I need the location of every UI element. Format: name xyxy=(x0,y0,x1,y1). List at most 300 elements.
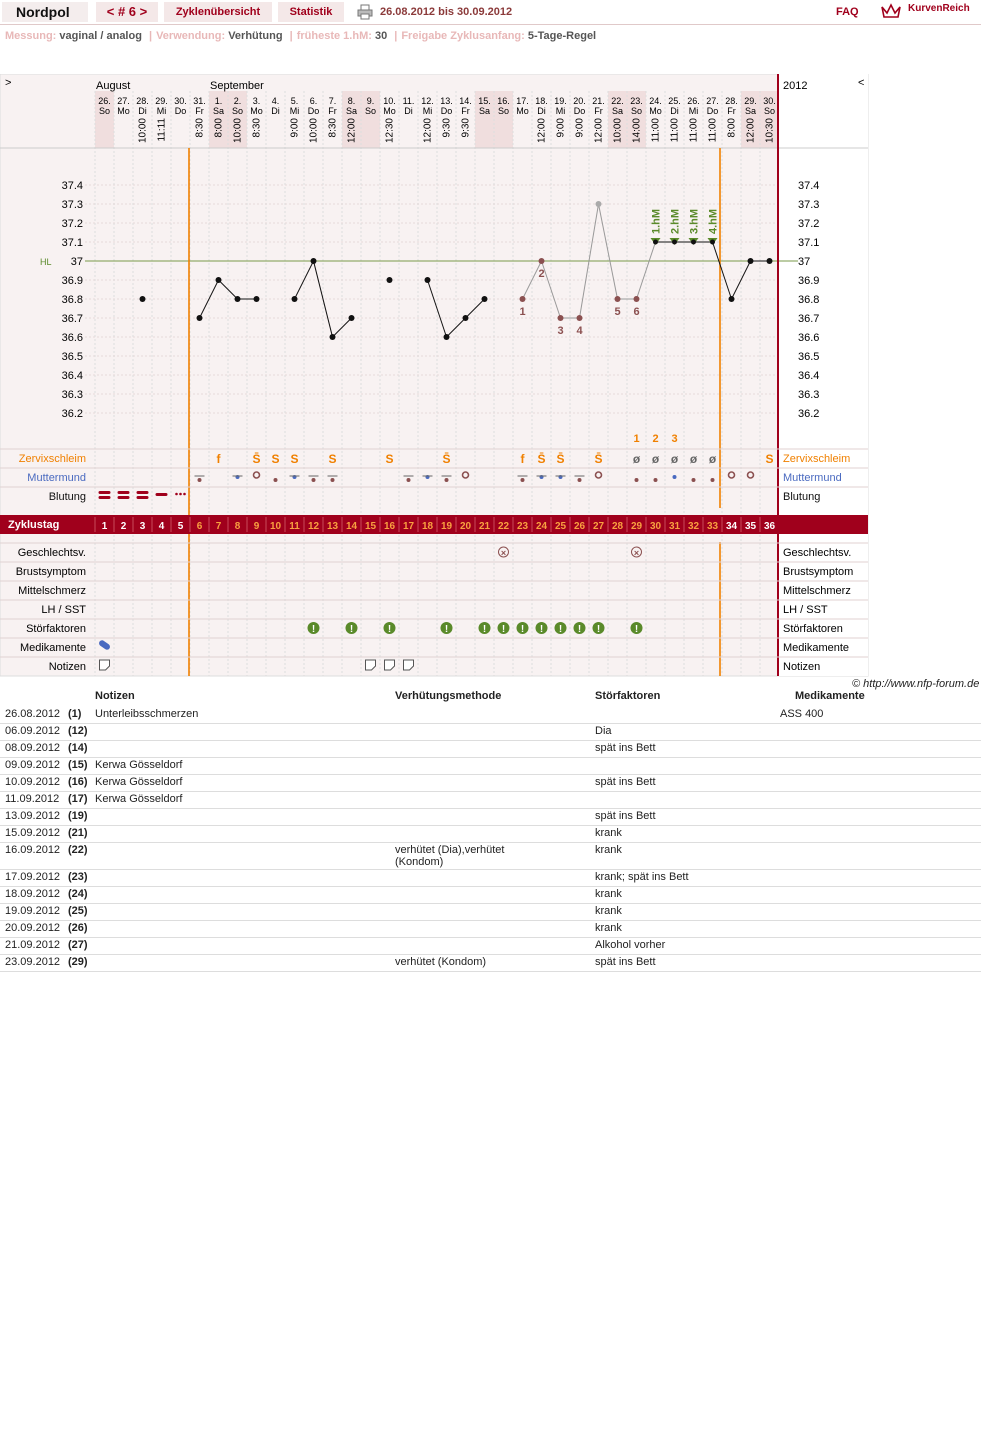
day-weekday: Fr xyxy=(727,106,736,116)
measure-time: 11:11 xyxy=(156,118,168,142)
temp-point xyxy=(539,258,545,264)
measure-time: 9:00 xyxy=(574,118,586,138)
disturbance-header: Störfaktoren xyxy=(595,690,661,702)
meta-value: Verhütung xyxy=(228,30,286,42)
cycle-day-bar xyxy=(0,515,868,534)
cervix-symbol: ø xyxy=(670,452,679,466)
row-label-zervix-right: Zervixschleim xyxy=(783,453,851,465)
cycle-day-number: 17 xyxy=(402,521,415,532)
note-text: Kerwa Gösseldorf xyxy=(95,759,183,771)
y-tick-left: 36.4 xyxy=(61,370,83,382)
meta-key: früheste 1.hM: xyxy=(296,30,375,42)
note-disturbance: krank xyxy=(595,844,622,856)
day-weekday: Do xyxy=(706,106,719,116)
cervix-symbol: S xyxy=(271,452,280,466)
y-tick-left: 36.3 xyxy=(61,389,83,401)
cervix-symbol: S xyxy=(765,452,774,466)
note-text: Kerwa Gösseldorf xyxy=(95,776,183,788)
cervix-position-icon xyxy=(692,478,696,482)
cervix-symbol: ø xyxy=(632,452,641,466)
measure-time: 12:30 xyxy=(384,118,396,144)
day-date: 16. xyxy=(497,96,510,106)
cycle-day-number: 22 xyxy=(497,521,510,532)
note-text: Unterleibsschmerzen xyxy=(95,708,199,720)
measure-time: 11:00 xyxy=(669,118,681,143)
cycle-day-number: 2 xyxy=(120,521,127,532)
y-tick-right: 36.8 xyxy=(798,294,820,306)
y-tick-right: 36.4 xyxy=(798,370,820,382)
row-label-mittel: Mittelschmerz xyxy=(18,585,86,597)
cycle-day-number: 1 xyxy=(101,521,108,532)
note-row xyxy=(0,775,981,792)
day-date: 28. xyxy=(725,96,738,106)
note-cycle-day: (29) xyxy=(68,956,88,968)
cycle-day-number: 28 xyxy=(611,521,624,532)
day-weekday: Do xyxy=(307,106,320,116)
y-tick-right: 36.2 xyxy=(798,408,820,420)
bleeding-heavy xyxy=(137,496,149,499)
y-tick-left: 36.6 xyxy=(61,332,83,344)
day-weekday: So xyxy=(497,106,510,116)
note-date: 13.09.2012 xyxy=(5,810,61,822)
bleeding-spotting xyxy=(183,493,186,496)
temp-point xyxy=(311,258,317,264)
day-date: 4. xyxy=(271,96,280,106)
cycle-day-number: 5 xyxy=(177,521,184,532)
note-medication: ASS 400 xyxy=(780,708,824,720)
hm-label: 4.hM xyxy=(707,208,720,234)
note-date: 26.08.2012 xyxy=(5,708,61,720)
cycle-day-number: 15 xyxy=(364,521,377,532)
meta-key: Freigabe Zyklusanfang: xyxy=(401,30,528,42)
disturbance-mark: ! xyxy=(387,624,392,635)
row-label-geschlecht: Geschlechtsv. xyxy=(17,547,86,559)
method-header: Verhütungsmethode xyxy=(395,690,502,702)
note-cycle-day: (27) xyxy=(68,939,88,951)
row-label-zervix: Zervixschleim xyxy=(18,453,86,465)
day-weekday: Sa xyxy=(744,106,757,116)
day-date: 29. xyxy=(744,96,757,106)
cervix-position-icon xyxy=(445,478,449,482)
row-label-brust-right: Brustsymptom xyxy=(783,566,854,578)
cervix-position-icon xyxy=(521,478,525,482)
note-cycle-day: (15) xyxy=(68,759,88,771)
day-date: 9. xyxy=(366,96,375,106)
y-tick-left: 37.4 xyxy=(61,180,83,192)
temp-point xyxy=(216,277,222,283)
note-disturbance: krank xyxy=(595,888,622,900)
bleeding-heavy xyxy=(99,496,111,499)
temp-point xyxy=(140,296,146,302)
row-label-lh: LH / SST xyxy=(41,604,86,616)
note-disturbance: Dia xyxy=(595,725,612,737)
temp-point xyxy=(444,334,450,340)
day-weekday: Di xyxy=(537,106,546,116)
note-row xyxy=(0,792,981,809)
cervix-position-icon xyxy=(635,478,639,482)
note-disturbance: krank xyxy=(595,922,622,934)
measure-time: 8:30 xyxy=(251,118,263,138)
note-cycle-day: (25) xyxy=(68,905,88,917)
cervix-symbol: S xyxy=(328,452,337,466)
note-date: 21.09.2012 xyxy=(5,939,61,951)
hm-label: 1.hM xyxy=(650,208,663,234)
y-tick-right: 37 xyxy=(798,256,811,268)
cycle-day-number: 36 xyxy=(763,521,776,532)
temp-point xyxy=(672,240,677,245)
cycle-day-number: 20 xyxy=(459,521,472,532)
row-label-notizen-right: Notizen xyxy=(783,661,821,673)
cycle-day-number: 10 xyxy=(269,521,282,532)
cycle-day-number: 4 xyxy=(158,521,165,532)
statistics-button[interactable]: Statistik xyxy=(278,2,344,22)
note-disturbance: Alkohol vorher xyxy=(595,939,666,951)
day-weekday: So xyxy=(630,106,643,116)
y-tick-right: 37.4 xyxy=(798,180,820,192)
cervix-symbol: S xyxy=(290,452,299,466)
temp-point xyxy=(292,296,298,302)
measure-time: 10:00 xyxy=(612,118,624,144)
temp-point xyxy=(387,277,393,283)
cervix-count: 3 xyxy=(671,433,678,445)
nav-prev-button: < xyxy=(858,77,865,89)
bleeding-spotting xyxy=(175,493,178,496)
day-weekday: Mi xyxy=(156,106,167,116)
note-cycle-day: (17) xyxy=(68,793,88,805)
cervix-position-icon xyxy=(274,478,278,482)
cervix-count: 2 xyxy=(652,433,659,445)
day-weekday: Mi xyxy=(688,106,699,116)
y-tick-right: 36.3 xyxy=(798,389,820,401)
disturbance-mark: ! xyxy=(482,624,487,635)
note-row xyxy=(0,724,981,741)
bleeding-heavy xyxy=(118,491,130,494)
measure-time: 8:00 xyxy=(213,118,225,138)
disturbance-mark: ! xyxy=(558,624,563,635)
row-label-stoer-right: Störfaktoren xyxy=(783,623,843,635)
measure-time: 10:00 xyxy=(232,118,244,144)
low-label: 2 xyxy=(538,268,545,280)
meta-key: Messung: xyxy=(5,30,60,42)
print-icon[interactable] xyxy=(357,4,373,20)
day-weekday: Sa xyxy=(611,106,624,116)
note-cycle-day: (21) xyxy=(68,827,88,839)
cervix-count: 1 xyxy=(633,433,640,445)
temp-point xyxy=(520,296,526,302)
cycle-day-number: 31 xyxy=(668,521,681,532)
month-label: August xyxy=(96,80,131,92)
temp-point xyxy=(577,315,583,321)
row-label-medi-right: Medikamente xyxy=(783,642,850,654)
note-date: 11.09.2012 xyxy=(5,793,60,805)
cervix-position-icon xyxy=(578,478,582,482)
cycle-day-number: 29 xyxy=(630,521,643,532)
day-date: 26. xyxy=(687,96,700,106)
day-weekday: Di xyxy=(138,106,147,116)
day-date: 13. xyxy=(440,96,453,106)
cycle-day-number: 12 xyxy=(307,521,320,532)
bleeding-medium xyxy=(156,493,168,496)
measure-time: 12:00 xyxy=(593,118,605,144)
y-tick-left: 36.2 xyxy=(61,408,83,420)
day-date: 12. xyxy=(421,96,434,106)
cycle-day-number: 9 xyxy=(253,521,260,532)
y-tick-left: 37 xyxy=(70,256,83,268)
row-label-medi: Medikamente xyxy=(19,642,86,654)
meta-separator: | xyxy=(394,30,398,42)
day-weekday: So xyxy=(763,106,776,116)
day-date: 26. xyxy=(98,96,111,106)
measure-time: 12:00 xyxy=(536,118,548,144)
bleeding-heavy xyxy=(137,491,149,494)
measure-time: 10:30 xyxy=(764,118,776,144)
day-date: 31. xyxy=(193,96,206,106)
day-weekday: Mi xyxy=(422,106,433,116)
day-date: 2. xyxy=(233,96,242,106)
note-cycle-day: (12) xyxy=(68,725,88,737)
measure-time: 9:00 xyxy=(555,118,567,138)
day-date: 14. xyxy=(459,96,472,106)
row-label-blutung: Blutung xyxy=(48,491,86,503)
y-tick-left: 36.7 xyxy=(61,313,83,325)
day-weekday: So xyxy=(98,106,111,116)
cycle-overview-button[interactable]: Zyklenübersicht xyxy=(164,2,272,22)
y-tick-right: 37.2 xyxy=(798,218,820,230)
day-date: 5. xyxy=(290,96,299,106)
day-weekday: Fr xyxy=(594,106,603,116)
note-cycle-day: (26) xyxy=(68,922,88,934)
cervix-position-icon xyxy=(198,478,202,482)
hl-label: HL xyxy=(40,257,52,267)
note-cycle-day: (22) xyxy=(68,844,88,856)
y-tick-left: 37.2 xyxy=(61,218,83,230)
cervix-position-icon xyxy=(673,475,677,479)
cervix-position-icon xyxy=(312,478,316,482)
low-label: 1 xyxy=(519,306,526,318)
day-weekday: Mo xyxy=(383,106,396,116)
day-date: 10. xyxy=(383,96,396,106)
cycle-navigator[interactable]: < # 6 > xyxy=(96,2,158,22)
cycle-day-number: 33 xyxy=(706,521,719,532)
cycle-day-number: 13 xyxy=(326,521,339,532)
day-weekday: So xyxy=(364,106,377,116)
cycle-day-number: 26 xyxy=(573,521,586,532)
note-date: 06.09.2012 xyxy=(5,725,61,737)
cervix-symbol: S̄ xyxy=(252,452,261,466)
cycle-day-number: 27 xyxy=(592,521,605,532)
copyright: © http://www.nfp-forum.de xyxy=(852,678,980,690)
cycle-day-number: 7 xyxy=(215,521,222,532)
meta-value: vaginal / analog xyxy=(59,30,145,42)
cervix-position-icon xyxy=(331,478,335,482)
day-weekday: Mo xyxy=(250,106,263,116)
temp-point xyxy=(767,258,773,264)
cycle-chart xyxy=(0,74,981,678)
app-title: Nordpol xyxy=(2,2,88,22)
cycle-day-number: 23 xyxy=(516,521,529,532)
disturbance-mark: ! xyxy=(349,624,354,635)
cycle-day-number: 32 xyxy=(687,521,700,532)
note-cycle-day: (19) xyxy=(68,810,88,822)
row-label-lh-right: LH / SST xyxy=(783,604,828,616)
intercourse-mark: × xyxy=(633,548,640,558)
measure-time: 10:00 xyxy=(308,118,320,144)
measure-time: 9:30 xyxy=(441,118,453,138)
y-tick-right: 37.1 xyxy=(798,237,820,249)
cervix-symbol: S̄ xyxy=(556,452,565,466)
day-date: 22. xyxy=(611,96,624,106)
cervix-symbol: S̄ xyxy=(442,452,451,466)
cycle-day-label: Zyklustag xyxy=(8,519,60,531)
measure-time: 8:30 xyxy=(327,118,339,138)
day-date: 11. xyxy=(402,96,415,106)
day-weekday: Fr xyxy=(328,106,337,116)
disturbance-mark: ! xyxy=(539,624,544,635)
disturbance-mark: ! xyxy=(501,624,506,635)
temp-point xyxy=(653,240,658,245)
temp-point xyxy=(254,296,260,302)
cycle-day-number: 24 xyxy=(535,521,548,532)
meta-separator: | xyxy=(148,30,153,42)
day-date: 29. xyxy=(155,96,168,106)
note-row xyxy=(0,938,981,955)
day-weekday: Fr xyxy=(195,106,204,116)
note-method: verhütet (Dia),verhütet (Kondom) xyxy=(395,844,505,868)
note-method: verhütet (Kondom) xyxy=(395,956,487,968)
day-date: 23. xyxy=(630,96,643,106)
temp-point xyxy=(197,315,203,321)
temp-point xyxy=(349,315,355,321)
note-date: 16.09.2012 xyxy=(5,844,61,856)
cycle-day-number: 6 xyxy=(196,521,203,532)
note-date: 10.09.2012 xyxy=(5,776,61,788)
day-weekday: Do xyxy=(440,106,453,116)
note-disturbance: krank; spät ins Bett xyxy=(595,871,689,883)
temp-point xyxy=(615,296,621,302)
temp-point xyxy=(596,201,602,207)
cervix-symbol: S̄ xyxy=(594,452,603,466)
disturbance-mark: ! xyxy=(444,624,449,635)
y-tick-right: 36.7 xyxy=(798,313,820,325)
note-cycle-day: (24) xyxy=(68,888,88,900)
note-row xyxy=(0,707,981,724)
note-date: 18.09.2012 xyxy=(5,888,61,900)
day-weekday: Di xyxy=(670,106,679,116)
measure-time: 11:00 xyxy=(707,118,719,143)
nav-next-button: > xyxy=(5,77,12,89)
note-text: Kerwa Gösseldorf xyxy=(95,793,183,805)
temp-point xyxy=(748,258,754,264)
measure-time: 11:00 xyxy=(688,118,700,143)
day-date: 17. xyxy=(516,96,529,106)
note-date: 08.09.2012 xyxy=(5,742,61,754)
day-weekday: So xyxy=(231,106,244,116)
day-date: 8. xyxy=(347,96,356,106)
row-label-geschlecht-right: Geschlechtsv. xyxy=(783,547,852,559)
note-cycle-day: (14) xyxy=(68,742,88,754)
note-cycle-day: (23) xyxy=(68,871,88,883)
cervix-position-icon xyxy=(711,478,715,482)
day-date: 15. xyxy=(478,96,491,106)
day-weekday: Sa xyxy=(478,106,491,116)
note-disturbance: krank xyxy=(595,905,622,917)
day-date: 7. xyxy=(328,96,337,106)
month-label: September xyxy=(210,80,264,92)
cervix-symbol: S xyxy=(385,452,394,466)
day-date: 24. xyxy=(649,96,662,106)
faq-link[interactable]: FAQ xyxy=(836,6,859,18)
note-disturbance: spät ins Bett xyxy=(595,810,656,822)
day-date: 1. xyxy=(214,96,223,106)
disturbance-mark: ! xyxy=(577,624,582,635)
day-weekday: Mo xyxy=(117,106,130,116)
y-tick-left: 37.3 xyxy=(61,199,83,211)
row-label-notizen: Notizen xyxy=(48,661,86,673)
y-tick-right: 37.3 xyxy=(798,199,820,211)
bleeding-heavy xyxy=(99,491,111,494)
settings-summary xyxy=(5,30,596,42)
temp-point xyxy=(482,296,488,302)
day-weekday: Mi xyxy=(289,106,300,116)
measure-time: 14:00 xyxy=(631,118,643,144)
logo-text[interactable]: KurvenReich xyxy=(908,3,970,14)
low-label: 4 xyxy=(576,325,583,337)
day-weekday: Sa xyxy=(212,106,225,116)
low-label: 6 xyxy=(633,306,640,318)
date-range: 26.08.2012 bis 30.09.2012 xyxy=(380,6,513,18)
note-row xyxy=(0,904,981,921)
note-row xyxy=(0,870,981,887)
day-date: 27. xyxy=(117,96,130,106)
cycle-day-number: 16 xyxy=(383,521,396,532)
day-date: 18. xyxy=(535,96,548,106)
temp-point xyxy=(463,315,469,321)
cycle-day-number: 18 xyxy=(421,521,434,532)
bleeding-heavy xyxy=(118,496,130,499)
cervix-position-icon xyxy=(654,478,658,482)
row-label-blutung-right: Blutung xyxy=(783,491,821,503)
day-weekday: Di xyxy=(271,106,280,116)
note-row xyxy=(0,741,981,758)
cycle-day-number: 34 xyxy=(725,521,738,532)
intercourse-mark: × xyxy=(500,548,507,558)
cervix-symbol: ø xyxy=(708,452,717,466)
day-weekday: Fr xyxy=(461,106,470,116)
cycle-day-number: 3 xyxy=(139,521,146,532)
day-date: 19. xyxy=(554,96,567,106)
note-disturbance: spät ins Bett xyxy=(595,956,656,968)
note-date: 19.09.2012 xyxy=(5,905,61,917)
day-weekday: Mo xyxy=(649,106,662,116)
temp-point xyxy=(634,296,640,302)
cycle-day-number: 25 xyxy=(554,521,567,532)
medication-header: Medikamente xyxy=(795,690,865,702)
note-row xyxy=(0,955,981,972)
cycle-day-number: 11 xyxy=(289,521,300,532)
y-tick-right: 36.5 xyxy=(798,351,820,363)
note-disturbance: spät ins Bett xyxy=(595,742,656,754)
row-label-mittel-right: Mittelschmerz xyxy=(783,585,851,597)
cycle-day-number: 35 xyxy=(744,521,757,532)
day-date: 28. xyxy=(136,96,149,106)
row-label-brust: Brustsymptom xyxy=(15,566,86,578)
measure-time: 11:00 xyxy=(650,118,662,143)
measure-time: 12:00 xyxy=(745,118,757,144)
note-date: 09.09.2012 xyxy=(5,759,61,771)
note-row xyxy=(0,843,981,870)
day-date: 25. xyxy=(668,96,681,106)
cervix-symbol: ø xyxy=(651,452,660,466)
